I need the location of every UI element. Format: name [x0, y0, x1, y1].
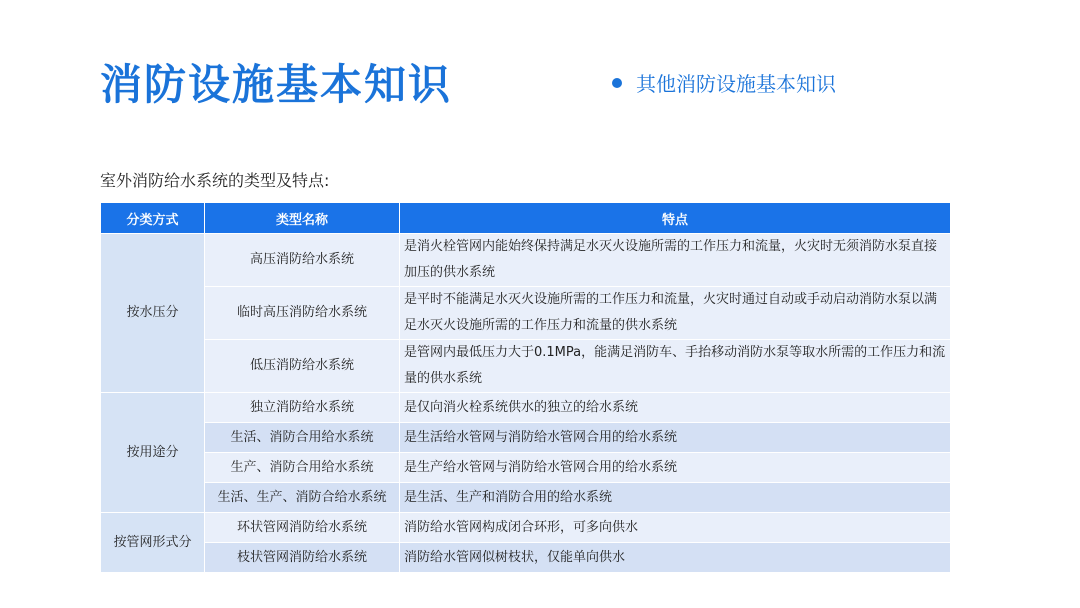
table-row: [101, 543, 951, 573]
table-row: [101, 393, 951, 423]
table-row: [101, 287, 951, 340]
type-feature: 是仅向消火栓系统供水的独立的给水系统: [400, 393, 951, 423]
type-feature: 消防给水管网构成闭合环形，可多向供水: [400, 513, 951, 543]
type-feature: 是生活给水管网与消防给水管网合用的给水系统: [400, 423, 951, 453]
table-row: [101, 483, 951, 513]
section-subtitle: 其他消防设施基本知识: [636, 72, 836, 96]
section-heading: [612, 68, 836, 97]
type-name: 生活、消防合用给水系统: [205, 423, 400, 453]
type-feature: 是生活、生产和消防合用的给水系统: [400, 483, 951, 513]
type-name: 独立消防给水系统: [205, 393, 400, 423]
group-label-usage: 按用途分: [101, 393, 205, 513]
type-name: 临时高压消防给水系统: [205, 287, 400, 340]
type-name: 环状管网消防给水系统: [205, 513, 400, 543]
type-name: 枝状管网消防给水系统: [205, 543, 400, 573]
type-feature: 是生产给水管网与消防给水管网合用的给水系统: [400, 453, 951, 483]
water-supply-types-table: [100, 202, 951, 573]
group-label-network: 按管网形式分: [101, 513, 205, 573]
type-name: 生活、生产、消防合给水系统: [205, 483, 400, 513]
bullet-dot-icon: [612, 78, 622, 88]
table-row: [101, 340, 951, 393]
table-row: [101, 423, 951, 453]
table-header-row: [101, 203, 951, 234]
type-name: 生产、消防合用给水系统: [205, 453, 400, 483]
page-title: 消防设施基本知识: [100, 60, 453, 109]
group-label-pressure: 按水压分: [101, 234, 205, 393]
table-row: [101, 234, 951, 287]
table-row: [101, 453, 951, 483]
type-name: 低压消防给水系统: [205, 340, 400, 393]
type-feature: 消防给水管网似树枝状，仅能单向供水: [400, 543, 951, 573]
table-row: [101, 513, 951, 543]
type-feature: 是平时不能满足水灭火设施所需的工作压力和流量，火灾时通过自动或手动启动消防水泵以满足水灭火设施所需的工作压力和流量的供水系统: [400, 287, 951, 340]
type-feature: 是消火栓管网内能始终保持满足水灭火设施所需的工作压力和流量，火灾时无须消防水泵直接加压的供水系统: [400, 234, 951, 287]
header-features: 特点: [400, 203, 951, 234]
header-type-name: 类型名称: [205, 203, 400, 234]
header-classification: 分类方式: [101, 203, 205, 234]
type-feature: 是管网内最低压力大于0.1MPa，能满足消防车、手抬移动消防水泵等取水所需的工作压力和流量的供水系统: [400, 340, 951, 393]
type-name: 高压消防给水系统: [205, 234, 400, 287]
table-caption: 室外消防给水系统的类型及特点:: [100, 171, 330, 190]
